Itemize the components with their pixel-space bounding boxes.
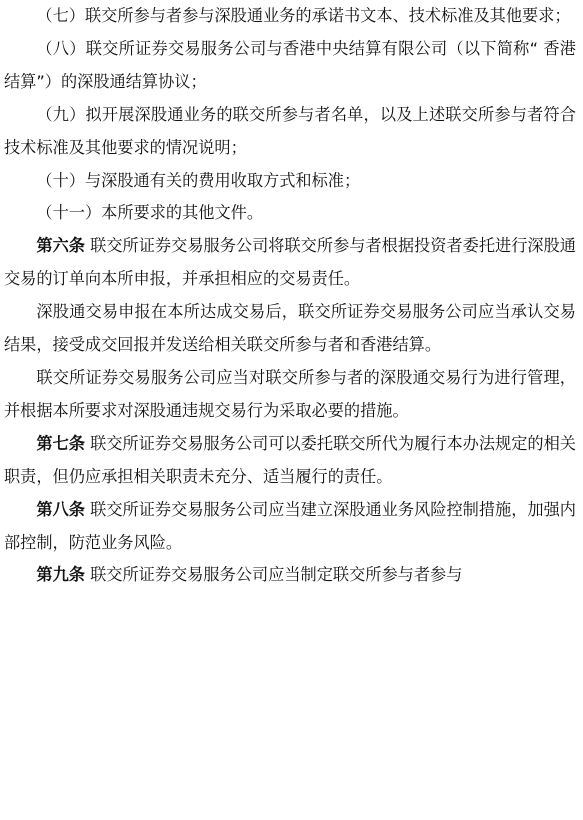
article-9: [4, 559, 576, 592]
para-text: （十一）本所要求的其他文件。: [36, 203, 264, 223]
article-6: [4, 230, 576, 296]
article-6-para-2: [4, 296, 576, 362]
article-heading: 第九条: [36, 565, 85, 585]
para-text: 联交所证券交易服务公司应当建立深股通业务风险控制措施，加强内部控制，防范业务风险。: [4, 499, 576, 552]
para-text: （十）与深股通有关的费用收取方式和标准；: [36, 170, 361, 190]
article-7: [4, 428, 576, 494]
para-text: 深股通交易申报在本所达成交易后，联交所证券交易服务公司应当承认交易结果，接受成交回报并发送给相关联交所参与者和香港结算。: [4, 302, 576, 355]
para-text: （九）拟开展深股通业务的联交所参与者名单，以及上述联交所参与者符合技术标准及其他要求的情况说明；: [4, 104, 576, 157]
article-heading: 第七条: [36, 433, 85, 453]
para-text: （七）联交所参与者参与深股通业务的承诺书文本、技术标准及其他要求；: [36, 6, 571, 25]
article-6-para-3: [4, 362, 576, 428]
para-text: 联交所证券交易服务公司应当对联交所参与者的深股通交易行为进行管理，并根据本所要求对深股通违规交易行为采取必要的措施。: [4, 367, 576, 420]
item-8: [4, 33, 576, 99]
para-text: 联交所证券交易服务公司应当制定联交所参与者参与: [90, 565, 463, 585]
article-heading: 第六条: [36, 236, 85, 256]
document-page: [4, 0, 576, 592]
article-heading: 第八条: [36, 499, 85, 519]
item-10: [4, 165, 576, 198]
article-8: [4, 494, 576, 560]
para-text: 联交所证券交易服务公司可以委托联交所代为履行本办法规定的相关职责，但仍应承担相关职责未充分、适当履行的责任。: [4, 433, 576, 486]
para-text: 联交所证券交易服务公司将联交所参与者根据投资者委托进行深股通交易的订单向本所申报，并承担相应的交易责任。: [4, 236, 576, 289]
para-text: （八）联交所证券交易服务公司与香港中央结算有限公司（以下简称“ 香港结算”）的深股通结算协议；: [4, 38, 576, 91]
item-9: [4, 99, 576, 165]
item-11: [4, 197, 576, 230]
item-7: [4, 0, 576, 33]
